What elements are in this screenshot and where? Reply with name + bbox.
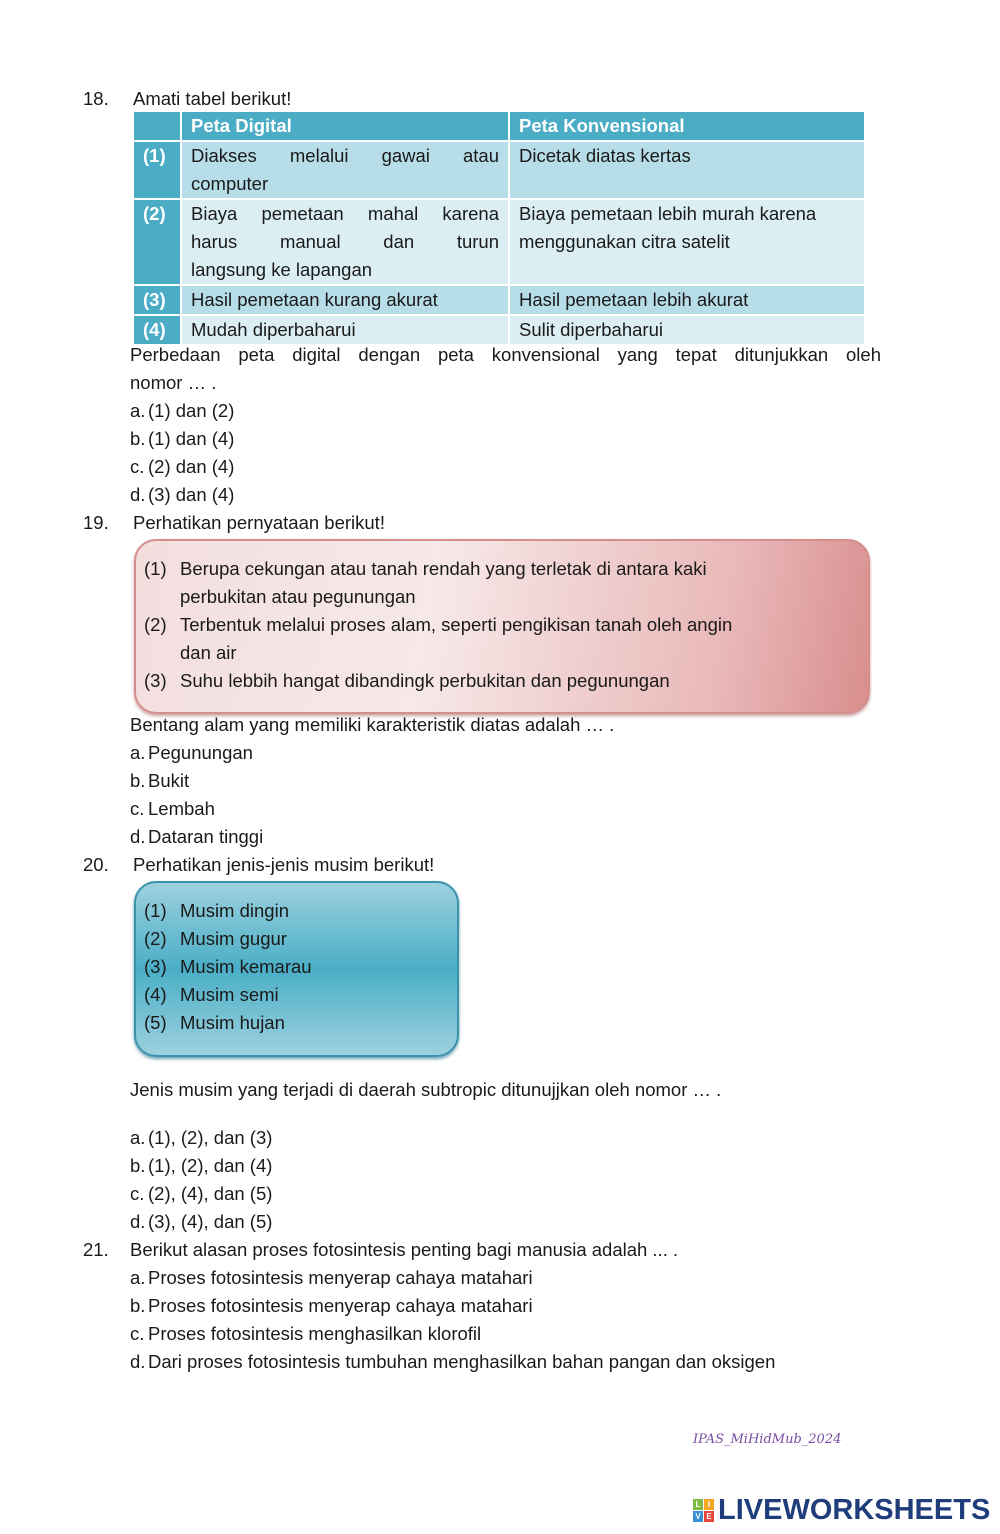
liveworksheets-logo: L I V E LIVEWORKSHEETS bbox=[693, 1494, 990, 1527]
table-row: (3) Hasil pemetaan kurang akurat Hasil pemetaan lebih akurat bbox=[134, 285, 865, 315]
option-c[interactable]: c. (2), (4), dan (5) bbox=[130, 1183, 273, 1204]
statement-box: (1) Berupa cekungan atau tanah rendah yang terletak di antara kaki perbukitan atau pegunungan (2) Terbentuk melalui proses alam, seperti pengikisan tanah oleh angin dan air (3) Suhu lebbih hangat dibandingk perbukitan dan pegunungan bbox=[134, 539, 870, 714]
option-d[interactable]: d. (3) dan (4) bbox=[130, 484, 235, 505]
q20-question: 20. Perhatikan jenis-jenis musim berikut! bbox=[83, 854, 435, 875]
q19-question: 19. Perhatikan pernyataan berikut! bbox=[83, 512, 385, 533]
q19-prompt: Bentang alam yang memiliki karakteristik diatas adalah … . bbox=[130, 714, 615, 735]
author-signature: IPAS_MiHidMub_2024 bbox=[693, 1432, 842, 1447]
table-row: (4) Mudah diperbaharui Sulit diperbaharui bbox=[134, 315, 865, 345]
option-c[interactable]: c. (2) dan (4) bbox=[130, 456, 235, 477]
option-c[interactable]: c. Proses fotosintesis menghasilkan klorofil bbox=[130, 1323, 482, 1344]
option-a[interactable]: a. Pegunungan bbox=[130, 742, 253, 763]
option-a[interactable]: a. (1) dan (2) bbox=[130, 400, 235, 421]
option-d[interactable]: d. Dari proses fotosintesis tumbuhan menghasilkan bahan pangan dan oksigen bbox=[130, 1351, 776, 1372]
q18-question: 18. Amati tabel berikut! bbox=[83, 88, 292, 109]
option-d[interactable]: d. Dataran tinggi bbox=[130, 826, 264, 847]
option-b[interactable]: b. (1) dan (4) bbox=[130, 428, 235, 449]
q18-prompt-cont: nomor … . bbox=[130, 372, 217, 393]
option-b[interactable]: b. Proses fotosintesis menyerap cahaya matahari bbox=[130, 1295, 533, 1316]
logo-icon: L I V E bbox=[693, 1499, 714, 1522]
q18-prompt: Perbedaan peta digital dengan peta konvensional yang tepat ditunjukkan oleh bbox=[130, 344, 881, 365]
map-comparison-table bbox=[134, 112, 866, 346]
season-list-box: (1) Musim dingin (2) Musim gugur (3) Musim kemarau (4) Musim semi (5) Musim hujan bbox=[134, 881, 459, 1057]
q20-prompt: Jenis musim yang terjadi di daerah subtropic ditunujjkan oleh nomor … . bbox=[130, 1079, 722, 1100]
table-row: (1) Diakses melalui gawai atau computer Dicetak diatas kertas bbox=[134, 141, 865, 199]
q21-question: 21. Berikut alasan proses fotosintesis penting bagi manusia adalah ... . bbox=[83, 1239, 679, 1260]
table-header: Peta Digital Peta Konvensional bbox=[134, 112, 865, 141]
option-a[interactable]: a. Proses fotosintesis menyerap cahaya matahari bbox=[130, 1267, 533, 1288]
option-b[interactable]: b. (1), (2), dan (4) bbox=[130, 1155, 273, 1176]
option-d[interactable]: d. (3), (4), dan (5) bbox=[130, 1211, 273, 1232]
option-c[interactable]: c. Lembah bbox=[130, 798, 215, 819]
option-a[interactable]: a. (1), (2), dan (3) bbox=[130, 1127, 273, 1148]
option-b[interactable]: b. Bukit bbox=[130, 770, 190, 791]
table-row: (2) Biaya pemetaan mahal karena harus manual dan turun langsung ke lapangan Biaya pemetaan lebih murah karena menggunakan citra satelit bbox=[134, 199, 865, 285]
